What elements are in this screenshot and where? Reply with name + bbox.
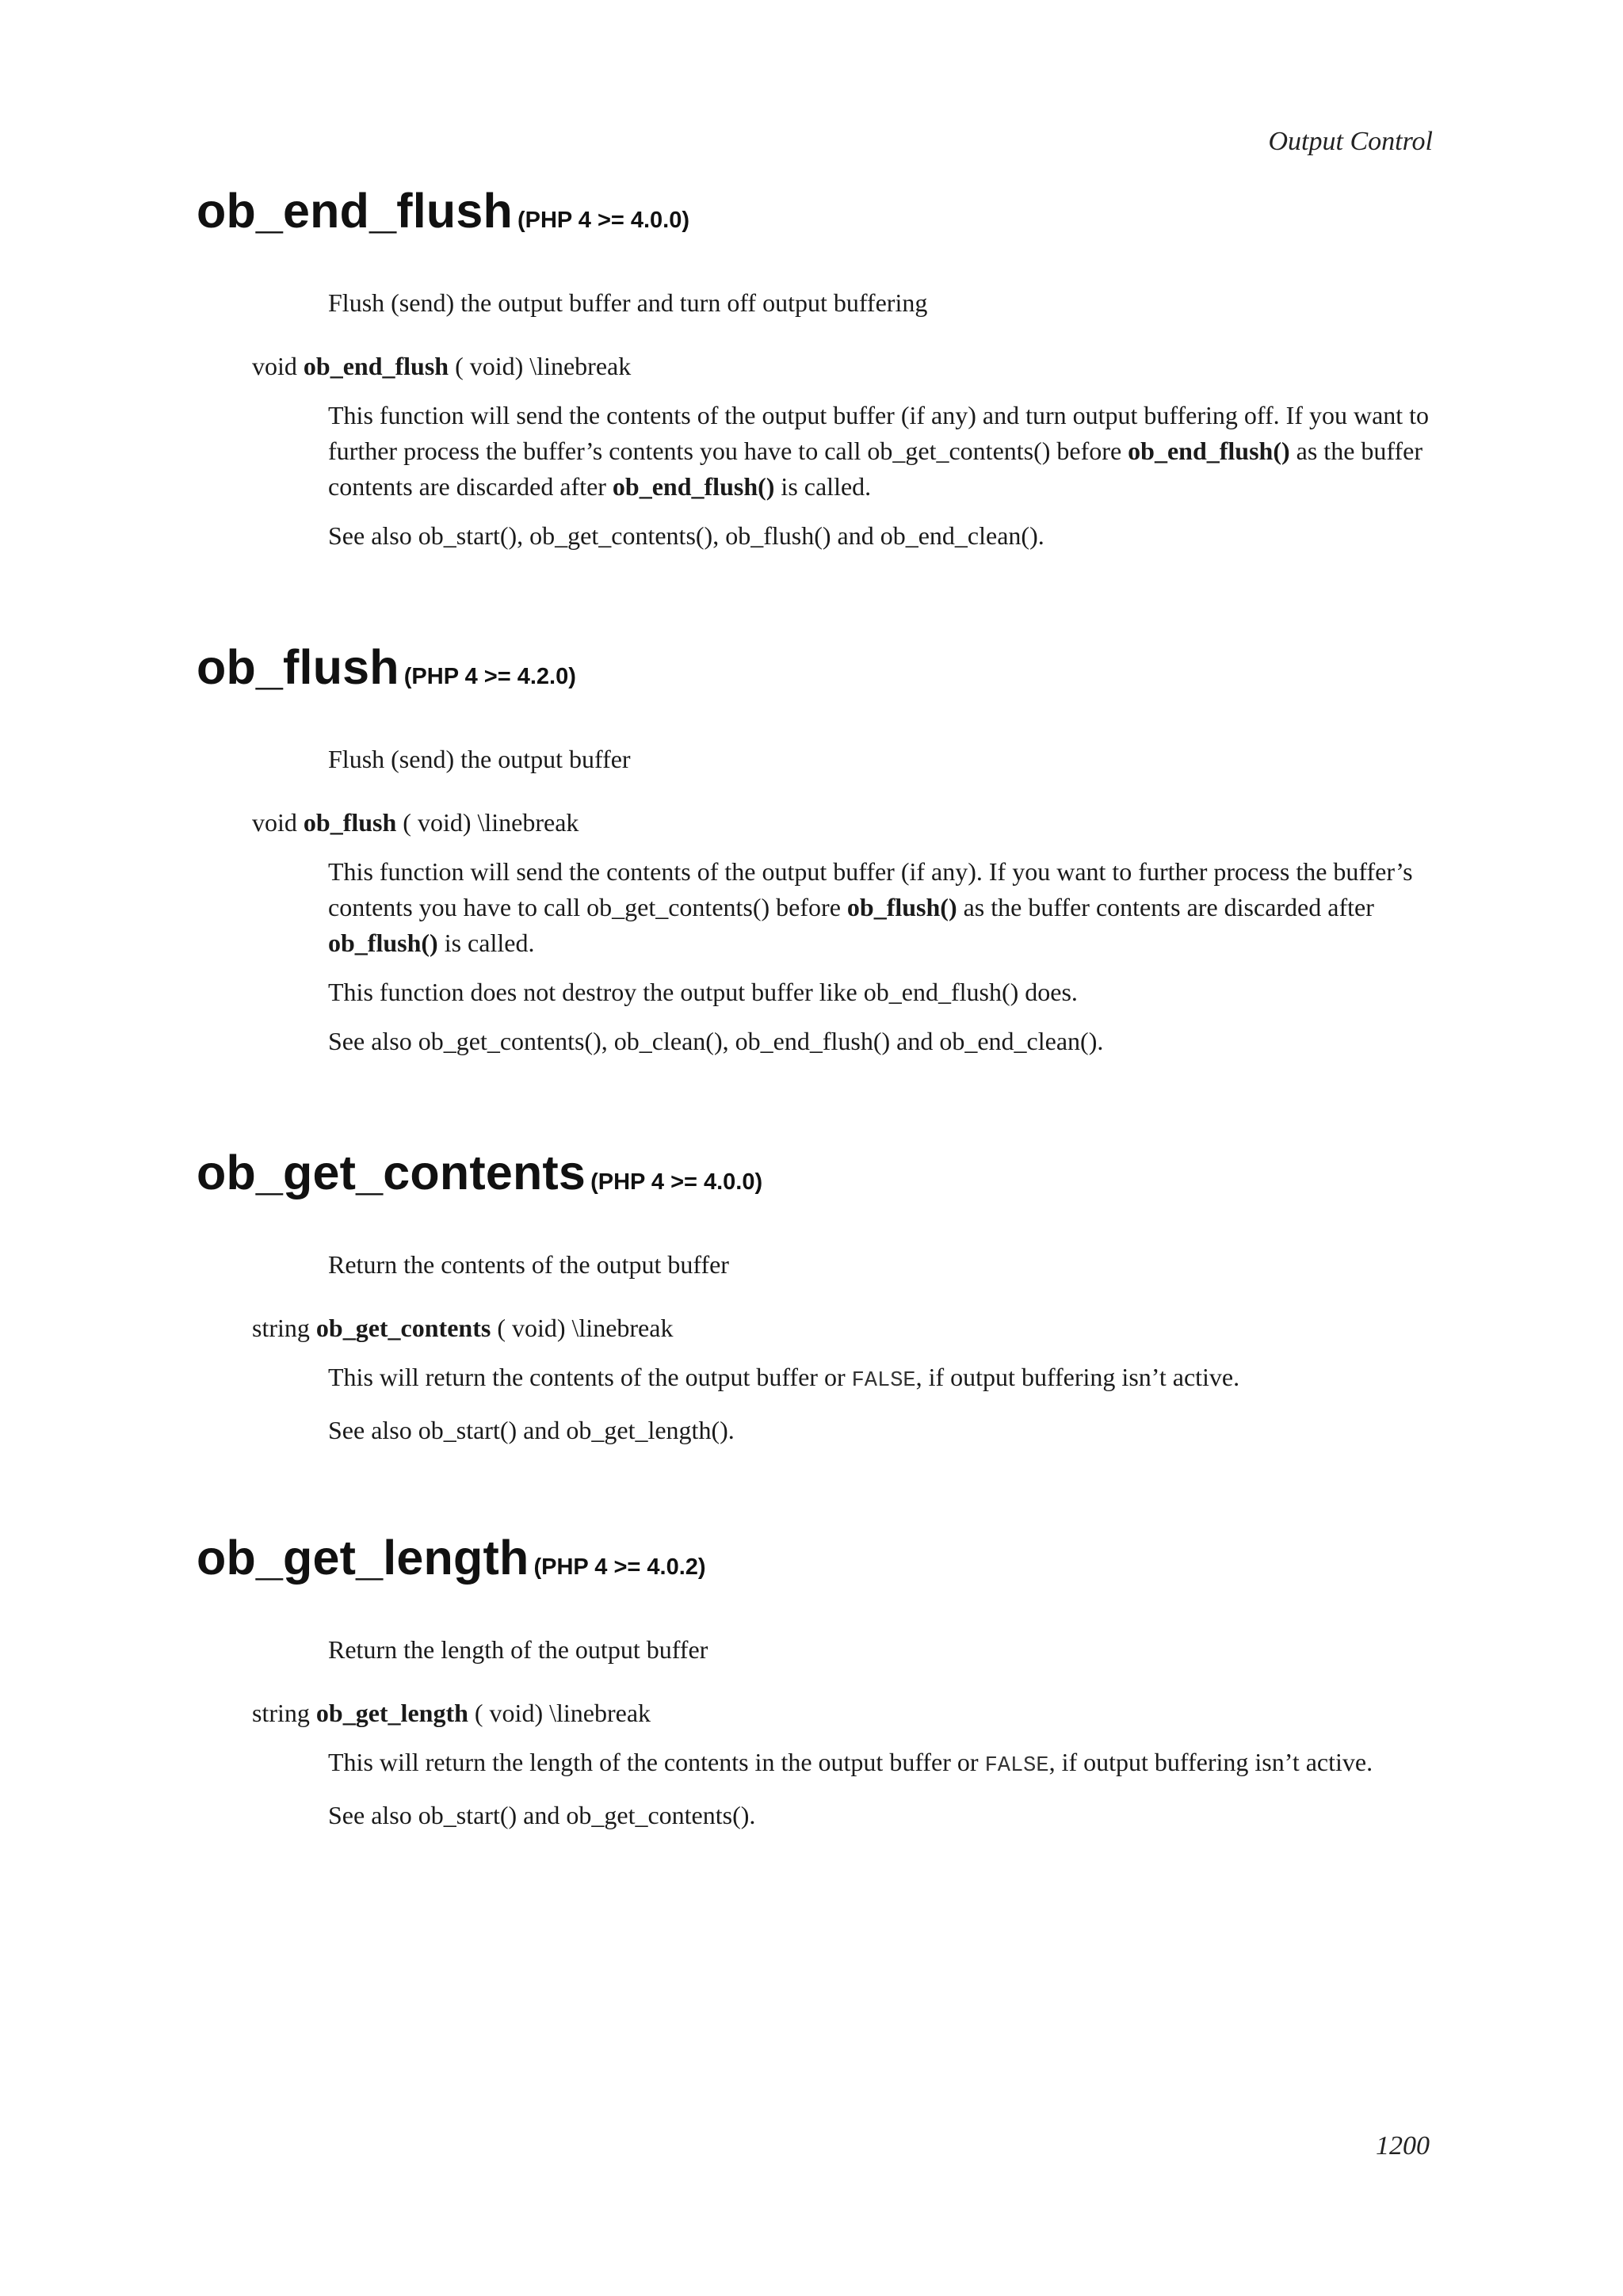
function-purpose: Flush (send) the output buffer: [328, 745, 631, 773]
function-synopsis: [252, 1695, 651, 1731]
synopsis-params: ( void) \linebreak: [455, 352, 632, 380]
function-description: [328, 1360, 1438, 1462]
return-type: string: [252, 1699, 310, 1727]
constant-false: FALSE: [851, 1369, 916, 1393]
see-also-paragraph: See also ob_get_contents(), ob_clean(), ob_end_flush() and ob_end_clean().: [328, 1027, 1104, 1055]
description-paragraph: This will return the length of the contents in the output buffer or FALSE, if output buffering isn’t active.: [328, 1748, 1373, 1778]
function-description: [328, 398, 1438, 567]
see-also-paragraph: See also ob_start() and ob_get_contents().: [328, 1801, 756, 1829]
function-entry-ob-get-contents: [197, 1146, 1433, 1444]
function-synopsis: [252, 1310, 673, 1346]
synopsis-params: ( void) \linebreak: [497, 1314, 674, 1342]
see-also-paragraph: See also ob_start() and ob_get_length().: [328, 1416, 735, 1444]
synopsis-function-name: ob_get_length: [315, 1699, 468, 1727]
function-title: [197, 1146, 1433, 1199]
function-synopsis: [252, 805, 579, 841]
function-title: [197, 184, 1433, 238]
function-entry-ob-end-flush: [197, 184, 1433, 550]
function-synopsis: [252, 349, 631, 384]
function-entry-ob-flush: [197, 640, 1433, 1055]
page-number: 1200: [1376, 2131, 1430, 2161]
version-note: (PHP 4 >= 4.0.2): [533, 1554, 706, 1580]
function-description: [328, 854, 1438, 1073]
version-note: (PHP 4 >= 4.2.0): [403, 664, 576, 689]
description-paragraph: This function will send the contents of the output buffer (if any) and turn output buffering off. If you want to further process the buffer’s contents you have to call ob_get_contents() before ob_end_flush() as the buffer contents are discarded after ob_end_flush() is called.: [328, 401, 1430, 501]
function-name: ob_end_flush: [197, 184, 513, 238]
synopsis-params: ( void) \linebreak: [403, 808, 579, 837]
description-paragraph: This function will send the contents of the output buffer (if any). If you want to further process the buffer’s contents you have to call ob_get_contents() before ob_flush() as the buffer contents are discarded after ob_flush() is called.: [328, 857, 1413, 957]
function-title: [197, 640, 1433, 694]
function-description: [328, 1745, 1438, 1847]
constant-false: FALSE: [984, 1754, 1049, 1778]
version-note: (PHP 4 >= 4.0.0): [517, 208, 690, 233]
synopsis-function-name: ob_end_flush: [303, 352, 449, 380]
function-name: ob_get_contents: [197, 1146, 586, 1199]
function-purpose: Return the contents of the output buffer: [328, 1250, 729, 1279]
function-purpose: Return the length of the output buffer: [328, 1635, 708, 1664]
function-name: ob_flush: [197, 640, 399, 694]
return-type: void: [252, 808, 297, 837]
note-paragraph: This function does not destroy the output buffer like ob_end_flush() does.: [328, 978, 1078, 1006]
synopsis-params: ( void) \linebreak: [474, 1699, 651, 1727]
return-type: string: [252, 1314, 310, 1342]
see-also-paragraph: See also ob_start(), ob_get_contents(), ob_flush() and ob_end_clean().: [328, 521, 1044, 550]
version-note: (PHP 4 >= 4.0.0): [590, 1169, 763, 1195]
running-header: Output Control: [1268, 127, 1433, 156]
return-type: void: [252, 352, 297, 380]
function-purpose: Flush (send) the output buffer and turn off output buffering: [328, 288, 928, 317]
function-entry-ob-get-length: [197, 1531, 1433, 1829]
description-paragraph: This will return the contents of the output buffer or FALSE, if output buffering isn’t active.: [328, 1363, 1240, 1393]
function-title: [197, 1531, 1433, 1585]
synopsis-function-name: ob_get_contents: [315, 1314, 491, 1342]
function-name: ob_get_length: [197, 1531, 529, 1585]
synopsis-function-name: ob_flush: [303, 808, 397, 837]
